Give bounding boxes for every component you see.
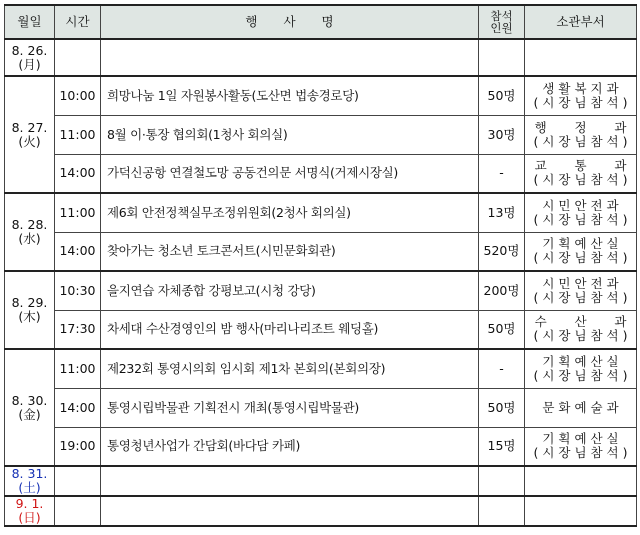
dept-name: 교 통 과 — [534, 158, 627, 174]
event-time: 10:00 — [55, 76, 101, 115]
day-cell — [5, 193, 55, 271]
dept-name: 기 획 예 산 실 — [542, 236, 619, 252]
dept-name: 시 민 안 전 과 — [542, 197, 619, 213]
event-title: 제232회 통영시의회 임시회 제1차 본회의(본회의장) — [101, 349, 479, 388]
event-title: 8월 이·통장 협의회(1청사 회의실) — [101, 115, 479, 154]
day-weekday: (月) — [18, 56, 41, 72]
dept-note: ( 시 장 님 참 석 ) — [533, 445, 628, 461]
schedule-table — [4, 4, 637, 527]
dept-name: 문 화 예 술 과 — [542, 399, 619, 415]
dept-note: ( 시 장 님 참 석 ) — [533, 172, 628, 188]
day-cell — [5, 271, 55, 349]
day-weekday: (土) — [18, 480, 41, 495]
event-dept — [525, 154, 637, 193]
event-title: 통영시립박물관 기획전시 개최(통영시립박물관) — [101, 388, 479, 427]
dept-note: ( 시 장 님 참 석 ) — [533, 133, 628, 149]
day-weekday: (水) — [18, 231, 41, 246]
header-attendees: 참석 인원 — [479, 5, 525, 39]
event-time: 11:00 — [55, 193, 101, 232]
header-row — [5, 5, 637, 39]
dept-name: 시 민 안 전 과 — [542, 275, 619, 291]
event-dept — [525, 193, 637, 232]
dept-name: 기 획 예 산 실 — [542, 353, 619, 369]
dept-note: ( 시 장 님 참 석 ) — [533, 94, 628, 110]
dept-name: 생 활 복 지 과 — [542, 80, 619, 96]
event-dept — [525, 466, 637, 496]
event-time — [55, 39, 101, 76]
event-dept — [525, 496, 637, 526]
event-title: 찾아가는 청소년 토크콘서트(시민문화회관) — [101, 232, 479, 271]
event-row — [5, 349, 637, 388]
event-attendees: 13명 — [479, 193, 525, 232]
day-cell — [5, 466, 55, 496]
event-attendees: 15명 — [479, 427, 525, 466]
day-cell — [5, 39, 55, 76]
event-attendees — [479, 466, 525, 496]
empty-day-row — [5, 496, 637, 526]
event-time: 11:00 — [55, 115, 101, 154]
event-attendees — [479, 496, 525, 526]
schedule-body — [5, 39, 637, 526]
dept-note: ( 시 장 님 참 석 ) — [533, 328, 628, 344]
day-cell — [5, 76, 55, 193]
day-weekday: (日) — [18, 510, 41, 525]
dept-note: ( 시 장 님 참 석 ) — [533, 367, 628, 383]
day-cell — [5, 496, 55, 526]
dept-name: 기 획 예 산 실 — [542, 431, 619, 447]
event-attendees: - — [479, 154, 525, 193]
event-dept — [525, 349, 637, 388]
event-attendees: 50명 — [479, 76, 525, 115]
event-dept — [525, 76, 637, 115]
day-weekday: (火) — [18, 133, 41, 149]
day-weekday: (金) — [18, 406, 41, 422]
event-row — [5, 427, 637, 466]
event-title: 을지연습 자체종합 강평보고(시청 강당) — [101, 271, 479, 310]
empty-day-row — [5, 39, 637, 76]
empty-day-row — [5, 466, 637, 496]
day-date: 8. 30. — [11, 392, 48, 408]
event-dept — [525, 232, 637, 271]
event-time: 10:30 — [55, 271, 101, 310]
event-attendees: 200명 — [479, 271, 525, 310]
event-attendees: 50명 — [479, 310, 525, 349]
day-date: 8. 31. — [11, 466, 48, 481]
event-time — [55, 496, 101, 526]
day-date: 8. 26. — [11, 42, 48, 58]
event-attendees — [479, 39, 525, 76]
event-time: 11:00 — [55, 349, 101, 388]
event-row — [5, 388, 637, 427]
header-time: 시간 — [55, 5, 101, 39]
event-row — [5, 154, 637, 193]
schedule-container — [4, 4, 637, 527]
event-title — [101, 466, 479, 496]
event-title: 희망나눔 1일 자원봉사활동(도산면 법송경로당) — [101, 76, 479, 115]
event-dept — [525, 427, 637, 466]
event-row — [5, 76, 637, 115]
event-dept — [525, 271, 637, 310]
event-time: 14:00 — [55, 388, 101, 427]
dept-note: ( 시 장 님 참 석 ) — [533, 250, 628, 266]
event-row — [5, 115, 637, 154]
day-date: 8. 29. — [11, 295, 48, 310]
day-cell — [5, 349, 55, 466]
event-title: 제6회 안전정책실무조정위원회(2청사 회의실) — [101, 193, 479, 232]
header-date: 월일 — [5, 5, 55, 39]
day-date: 9. 1. — [15, 496, 44, 511]
event-title — [101, 496, 479, 526]
day-date: 8. 28. — [11, 217, 48, 232]
header-event: 행사명 — [101, 5, 479, 39]
event-dept — [525, 310, 637, 349]
event-attendees: 50명 — [479, 388, 525, 427]
dept-note: ( 시 장 님 참 석 ) — [533, 289, 628, 305]
event-time: 17:30 — [55, 310, 101, 349]
event-title — [101, 39, 479, 76]
event-title: 차세대 수산경영인의 밤 행사(마리나리조트 웨딩홀) — [101, 310, 479, 349]
header-dept: 소관부서 — [525, 5, 637, 39]
day-date: 8. 27. — [11, 119, 48, 135]
event-time — [55, 466, 101, 496]
event-row — [5, 310, 637, 349]
event-time: 19:00 — [55, 427, 101, 466]
event-dept — [525, 388, 637, 427]
event-row — [5, 271, 637, 310]
event-title: 가덕신공항 연결철도망 공동건의문 서명식(거제시장실) — [101, 154, 479, 193]
event-dept — [525, 115, 637, 154]
event-time: 14:00 — [55, 154, 101, 193]
dept-note: ( 시 장 님 참 석 ) — [533, 211, 628, 227]
event-dept — [525, 39, 637, 76]
dept-name: 수 산 과 — [534, 314, 627, 330]
event-row — [5, 193, 637, 232]
event-row — [5, 232, 637, 271]
dept-name: 행 정 과 — [534, 119, 627, 135]
event-attendees: 30명 — [479, 115, 525, 154]
event-attendees: - — [479, 349, 525, 388]
event-title: 통영청년사업가 간담회(바다담 카페) — [101, 427, 479, 466]
event-time: 14:00 — [55, 232, 101, 271]
event-attendees: 520명 — [479, 232, 525, 271]
day-weekday: (木) — [18, 309, 41, 324]
